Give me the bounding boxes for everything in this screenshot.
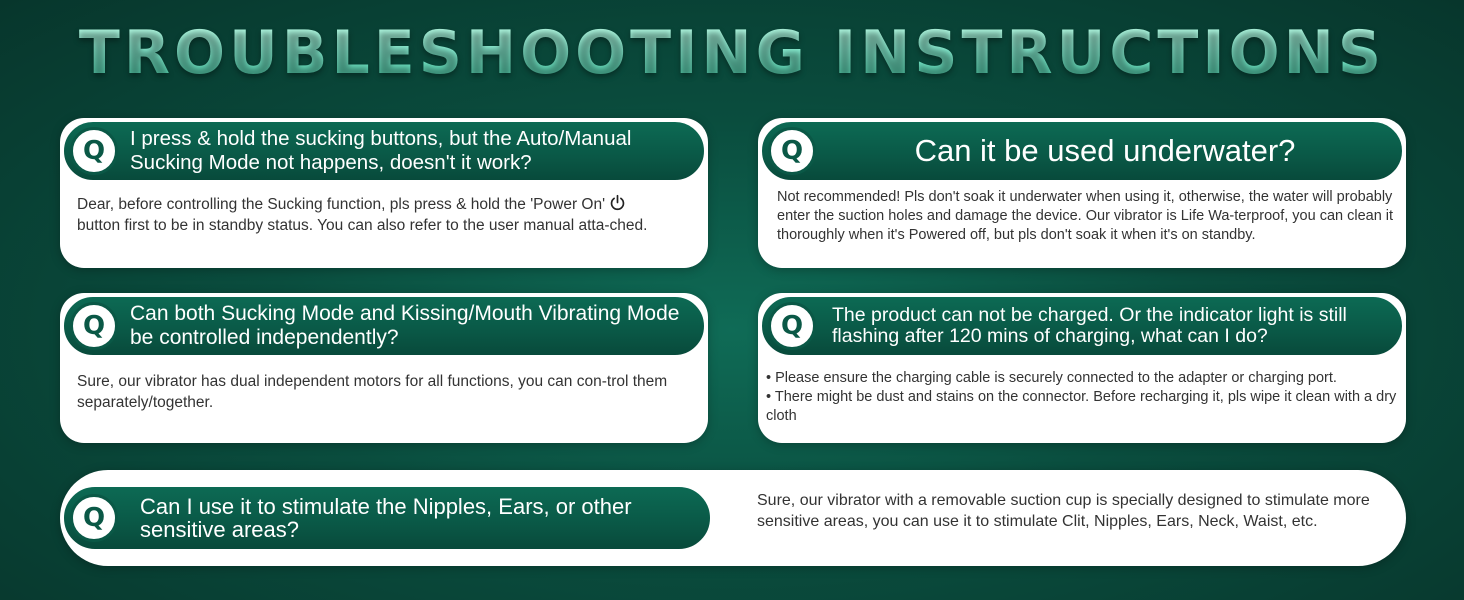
q-badge: Q [70,127,118,175]
question-bar [760,295,1404,357]
answer-text: Sure, our vibrator has dual independent motors for all functions, you can con-trol them separately/together. [77,373,668,411]
faq-card-5 [60,470,1406,566]
question-text: Can I use it to stimulate the Nipples, Ears, or other sensitive areas? [140,494,632,542]
question-bar [62,120,706,182]
answer-text [77,194,697,236]
question-bar [62,295,706,357]
q-badge: Q [70,494,118,542]
faq-card-2 [758,118,1406,268]
q-badge: Q [768,302,816,350]
question-text: I press & hold the sucking buttons, but the Auto/Manual Sucking Mode not happens, doesn't it work? [130,127,632,174]
page-title: TROUBLESHOOTING INSTRUCTIONS [0,18,1464,88]
answer-bullet-1: • Please ensure the charging cable is securely connected to the adapter or charging port. [766,370,1337,386]
power-icon [609,194,626,211]
answer-text: Not recommended! Pls don't soak it underwater when using it, otherwise, the water will probably enter the suction holes and damage the device. Our vibrator is Life Wa-terproof, you can clean it thoroughly when it's Powered off, but pls don't soak it when it's on standby. [777,189,1394,243]
question-text: The product can not be charged. Or the indicator light is still flashing after 120 mins of charging, what can I do? [832,304,1347,347]
faq-card-4 [758,293,1406,443]
faq-card-1 [60,118,708,268]
answer-text-part1: Dear, before controlling the Sucking function, pls press & hold the 'Power On' [77,196,606,213]
question-text: Can it be used underwater? [914,133,1296,168]
q-badge: Q [768,127,816,175]
question-bar [62,485,712,551]
answer-list [766,369,1406,426]
answer-bullet-2: • There might be dust and stains on the connector. Before recharging it, pls wipe it clean with a dry cloth [766,389,1397,424]
faq-card-3 [60,293,708,443]
answer-text-part2: button first to be in standby status. You can also refer to the user manual atta-ched. [77,217,648,234]
answer-text: Sure, our vibrator with a removable suction cup is specially designed to stimulate more sensitive areas, you can use it to stimulate Clit, Nipples, Ears, Neck, Waist, etc. [757,492,1370,530]
question-text: Can both Sucking Mode and Kissing/Mouth Vibrating Mode be controlled independently? [130,302,680,349]
question-bar [760,120,1404,182]
q-badge: Q [70,302,118,350]
